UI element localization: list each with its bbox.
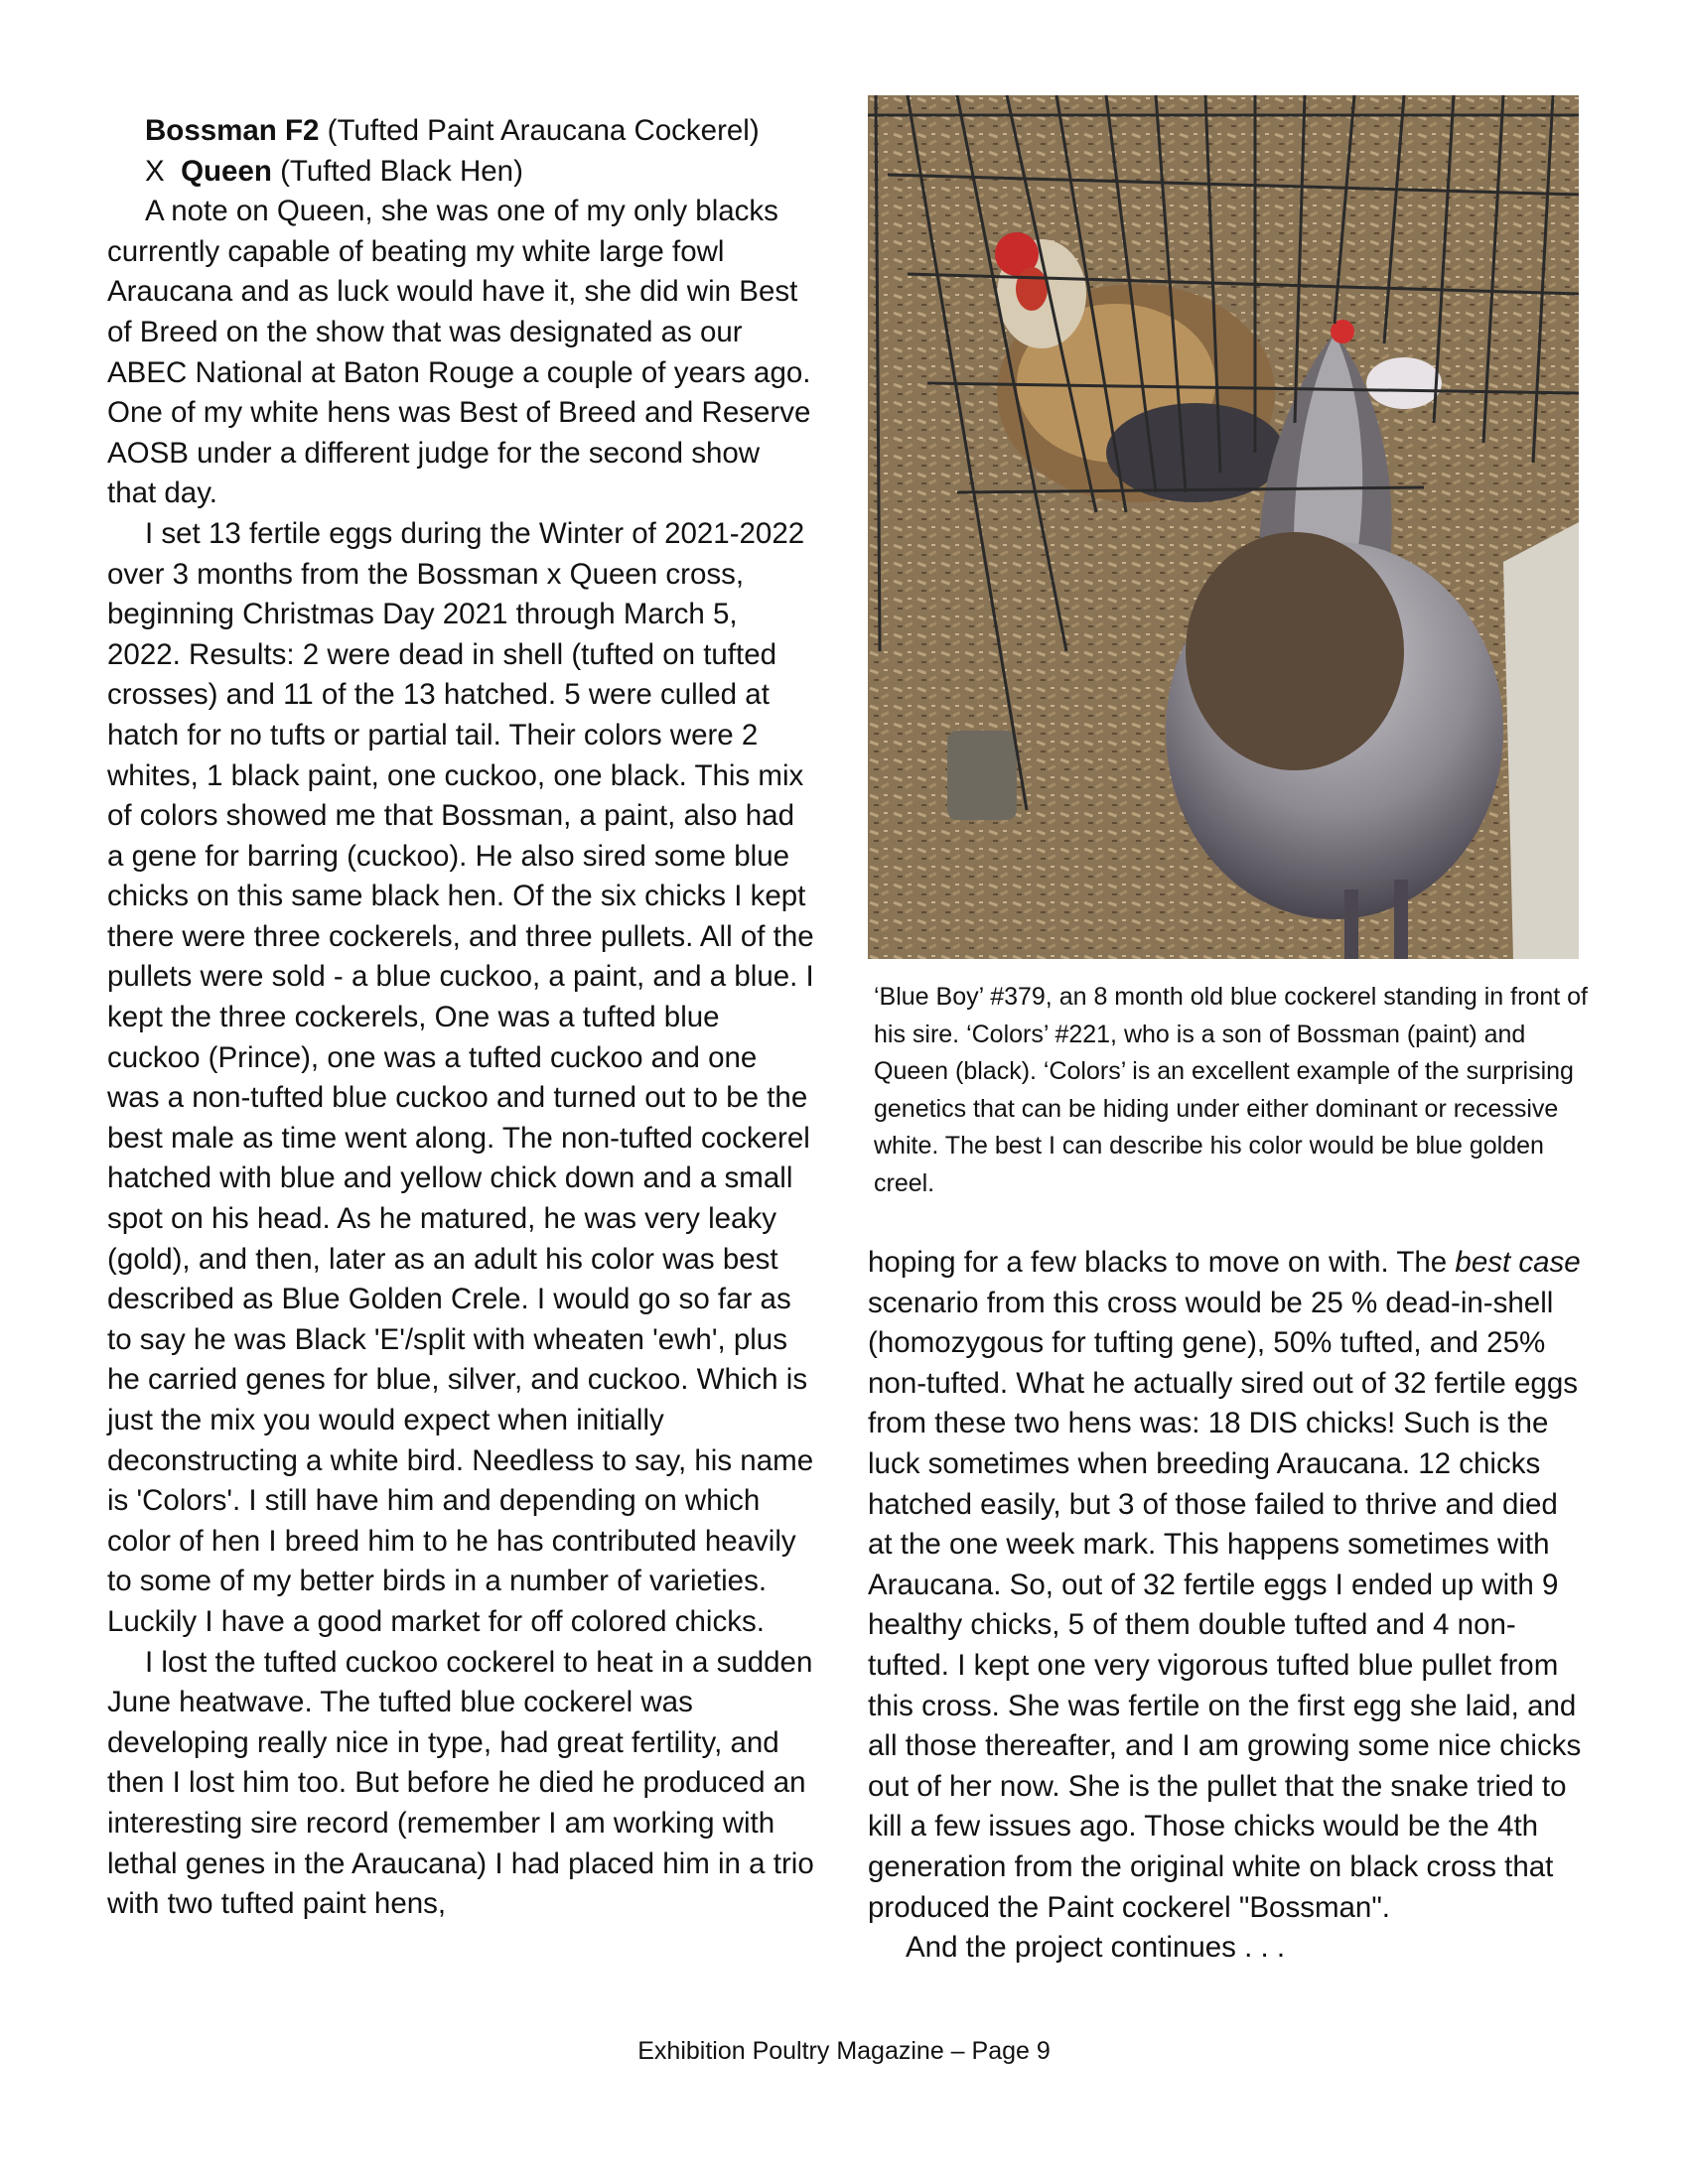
body-text: hoping for a few blacks to move on with. The xyxy=(868,1246,1456,1279)
sire-name: Bossman F2 xyxy=(145,114,320,147)
cross-heading-dam xyxy=(107,152,814,193)
emphasis-text: best case xyxy=(1455,1246,1581,1279)
left-article-column xyxy=(107,111,814,1925)
photo-caption: ‘Blue Boy’ #379, an 8 month old blue cockerel standing in front of his sire. ‘Colors’ #221, who is a son of Bossman (paint) and Queen (black). ‘Colors’ is an excellent example of the surprising genetics that can be hiding under either dominant or recessive white. The best I can describe his color would be blue golden creel. xyxy=(874,983,1588,1197)
right-article-column xyxy=(868,1243,1583,1969)
sire-description: (Tufted Paint Araucana Cockerel) xyxy=(319,114,760,147)
dam-description: (Tufted Black Hen) xyxy=(271,154,523,188)
cross-symbol: X xyxy=(145,154,182,188)
body-paragraph: A note on Queen, she was one of my only blacks currently capable of beating my white large fowl Araucana and as luck would have it, she did win Best of Breed on the show that was designated as our ABEC National at Baton Rouge a couple of years ago. One of my white hens was Best of Breed and Reserve AOSB under a different judge for the second show that day. xyxy=(107,195,811,510)
body-paragraph xyxy=(868,1243,1583,1928)
cross-heading-sire xyxy=(107,111,814,152)
dam-name: Queen xyxy=(181,154,272,188)
closing-line: And the project continues . . . xyxy=(906,1931,1286,1965)
rooster-photo xyxy=(868,95,1579,959)
body-paragraph: I set 13 fertile eggs during the Winter of 2021-2022 over 3 months from the Bossman x Queen cross, beginning Christmas Day 2021 through March 5, 2022. Results: 2 were dead in shell (tufted on tufted crosses) and 11 of the 13 hatched. 5 were culled at hatch for no tufts or partial tail. Their colors were 2 whites, 1 black paint, one cuckoo, one black. This mix of colors showed me that Bossman, a paint, also had a gene for barring (cuckoo). He also sired some blue chicks on this same black hen. Of the six chicks I kept there were three cockerels, and three pullets. All of the pullets were sold - a blue cuckoo, a paint, and a blue. I kept the three cockerels, One was a tufted blue cuckoo (Prince), one was a tufted cuckoo and one was a non-tufted blue cuckoo and turned out to be the best male as time went along. The non-tufted cockerel hatched with blue and yellow chick down and a small spot on his head. As he matured, he was very leaky (gold), and then, later as an adult his color was best described as Blue Golden Crele. I would go so far as to say he was Black 'E'/split with wheaten 'ewh', plus he carried genes for blue, silver, and cuckoo. Which is just the mix you would expect when initially deconstructing a white bird. Needless to say, his name is 'Colors'. I still have him and depending on which color of hen I breed him to he has contributed heavily to some of my better birds in a number of varieties. Luckily I have a good market for off colored chicks. xyxy=(107,516,814,1638)
body-paragraph: I lost the tufted cuckoo cockerel to heat in a sudden June heatwave. The tufted blue cockerel was developing really nice in type, had great fertility, and then I lost him too. But before he died he produced an interesting sire record (remember I am working with lethal genes in the Araucana) I had placed him in a trio with two tufted paint hens, xyxy=(107,1645,814,1921)
body-text: scenario from this cross would be 25 % dead-in-shell (homozygous for tufting gene), 50% tufted, and 25% non-tufted. What he actually sired out of 32 fertile eggs from these two hens was: 18 DIS chicks! Such is the luck sometimes when breeding Araucana. 12 chicks hatched easily, but 3 of those failed to thrive and died at the one week mark. This happens sometimes with Araucana. So, out of 32 fertile eggs I ended up with 9 healthy chicks, 5 of them double tufted and 4 non-tufted. I kept one very vigorous tufted blue pullet from this cross. She was fertile on the first egg she laid, and all those thereafter, and I am growing some nice chicks out of her now. She is the pullet that the snake tried to kill a few issues ago. Those chicks would be the 4th generation from the original white on black cross that produced the Paint cockerel "Bossman". xyxy=(868,1286,1582,1924)
page-footer: Exhibition Poultry Magazine – Page 9 xyxy=(637,2037,1051,2065)
